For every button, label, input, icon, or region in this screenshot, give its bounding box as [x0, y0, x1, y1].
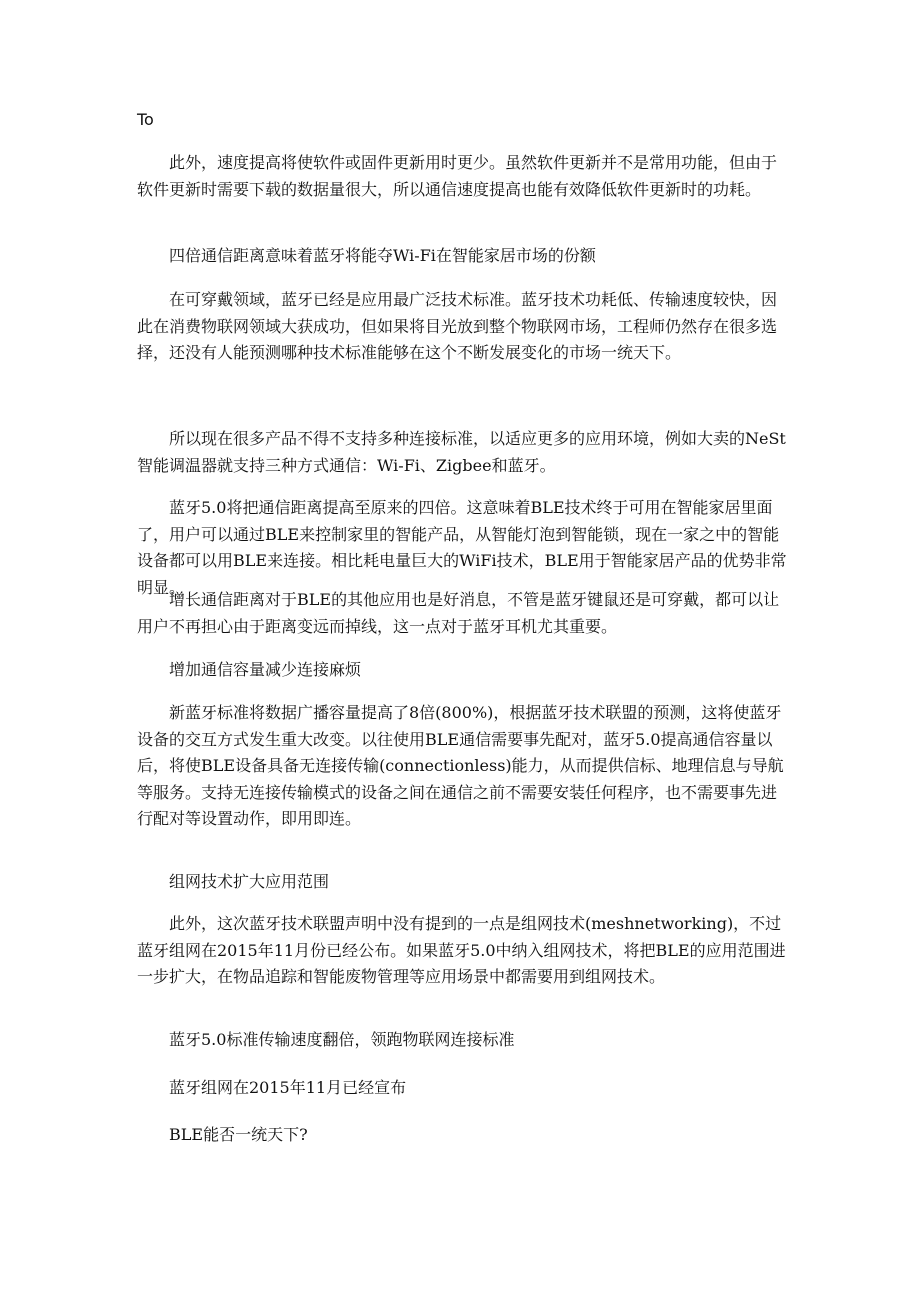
paragraph-mesh-networking: 此外，这次蓝牙技术联盟声明中没有提到的一点是组网技术(meshnetworking)，不过蓝牙组网在2015年11月份已经公布。如果蓝牙5.0中纳入组网技术，将把BLE的应用范围进一步扩大，在物品追踪和智能废物管理等应用场景中都需要用到组网技术。 [137, 914, 786, 986]
paragraph-four-times-range: 蓝牙5.0将把通信距离提高至原来的四倍。这意味着BLE技术终于可用在智能家居里面了，用户可以通过BLE来控制家里的智能产品，从智能灯泡到智能锁，现在一家之中的智能设备都可以用BLE来连接。相比耗电量巨大的WiFi技术，BLE用于智能家居产品的优势非常明显。 [137, 498, 787, 597]
heading-mesh-announced: 蓝牙组网在2015年11月已经宣布 [169, 1078, 407, 1097]
paragraph-software-update: 此外，速度提高将使软件或固件更新用时更少。虽然软件更新并不是常用功能，但由于软件更新时需要下载的数据量很大，所以通信速度提高也能有效降低软件更新时的功耗。 [137, 153, 778, 199]
section-heading-range: 四倍通信距离意味着蓝牙将能夺Wi-Fi在智能家居市场的份额 [169, 246, 596, 265]
paragraph-other-applications: 增长通信距离对于BLE的其他应用也是好消息，不管是蓝牙键鼠还是可穿戴，都可以让用户不再担心由于距离变远而掉线，这一点对于蓝牙耳机尤其重要。 [137, 590, 780, 636]
paragraph-multi-standard: 所以现在很多产品不得不支持多种连接标准，以适应更多的应用环境，例如大卖的NeSt智能调温器就支持三种方式通信：Wi-Fi、Zigbee和蓝牙。 [137, 429, 786, 475]
section-heading-capacity: 增加通信容量减少连接麻烦 [169, 660, 362, 679]
to-label: To [137, 110, 154, 129]
paragraph-wearables: 在可穿戴领域，蓝牙已经是应用最广泛技术标准。蓝牙技术功耗低、传输速度较快，因此在消费物联网领域大获成功，但如果将目光放到整个物联网市场，工程师仍然存在很多选择，还没有人能预测哪种技术标准能够在这个不断发展变化的市场一统天下。 [137, 290, 778, 362]
heading-speed-doubled: 蓝牙5.0标准传输速度翻倍，领跑物联网连接标准 [169, 1030, 515, 1049]
heading-ble-dominate: BLE能否一统天下? [169, 1125, 308, 1144]
section-heading-mesh: 组网技术扩大应用范围 [169, 872, 330, 891]
paragraph-broadcast-capacity: 新蓝牙标准将数据广播容量提高了8倍(800%)，根据蓝牙技术联盟的预测，这将使蓝牙设备的交互方式发生重大改变。以往使用BLE通信需要事先配对，蓝牙5.0提高通信容量以后，将使BLE设备具备无连接传输(connectionless)能力，从而提供信标、地理信息与导航等服务。支持无连接传输模式的设备之间在通信之前不需要安装任何程序，也不需要事先进行配对等设置动作，即用即连。 [137, 703, 784, 828]
